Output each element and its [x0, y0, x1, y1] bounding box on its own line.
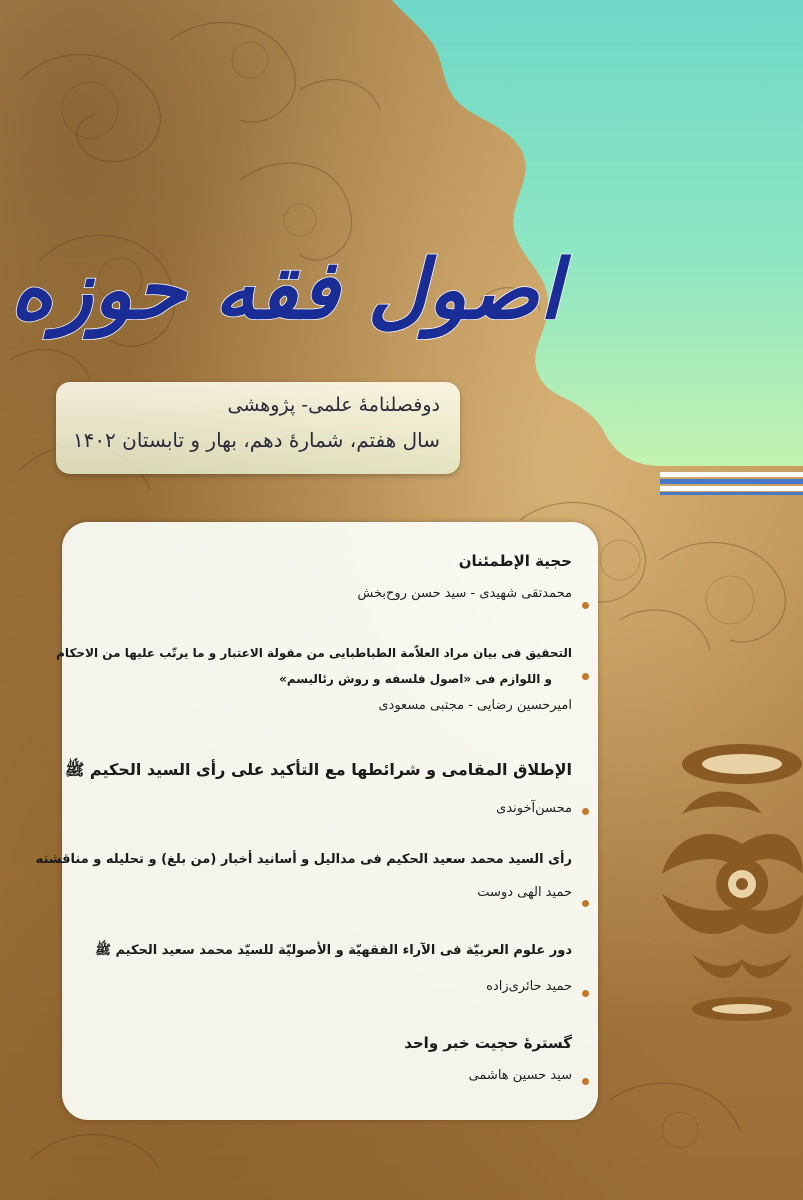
article-title: دور علوم العربیّة فی الآراء الفقهیّة و الأصولیّة للسیّد محمد سعید الحکیم ﷺ: [95, 943, 572, 958]
decorative-stripes: [660, 470, 803, 498]
issue-info: سال هفتم، شمارۀ دهم، بهار و تابستان ۱۴۰۲: [72, 428, 440, 452]
article-title: گسترۀ حجیت خبر واحد: [404, 1034, 572, 1052]
bullet-icon: [582, 673, 589, 680]
journal-title-art: [0, 0, 803, 400]
journal-title: اصول فقه حوزه: [10, 242, 562, 338]
article-title: الإطلاق المقامی و شرائطها مع التأکید علی رأی السید الحکیم ﷺ: [65, 760, 572, 779]
bullet-icon: [582, 900, 589, 907]
article-title-line2: و اللوازم فی «اصول فلسفه و روش رئالیسم»: [279, 672, 552, 686]
article-authors: حمید الهی دوست: [477, 885, 572, 900]
journal-type: دوفصلنامۀ علمی- پژوهشی: [227, 394, 440, 416]
stripe-white: [660, 472, 803, 477]
bullet-icon: [582, 1078, 589, 1085]
stripe-blue: [660, 492, 803, 495]
subtitle-box: [56, 382, 460, 474]
stripe-white: [660, 486, 803, 491]
toc-item[interactable]: [56, 646, 572, 713]
article-authors: سید حسین هاشمی: [468, 1068, 572, 1083]
article-authors: محمدتقی شهیدی - سید حسن روح‌بخش: [357, 586, 572, 601]
floral-ornament: [592, 724, 803, 1024]
article-title: التحقیق فی بیان مراد العلاّمة الطباطبایی من مقولة الاعتبار و ما یرتّب علیها من الاحکام: [56, 646, 572, 660]
article-title: حجیة الإطمئنان: [458, 552, 572, 570]
article-title: رأی السید محمد سعید الحکیم فی مدالیل و أسانید أخبار (من بلغ) و تحلیله و مناقشته: [35, 852, 572, 867]
toc-item[interactable]: [74, 1034, 572, 1083]
article-authors: حمید حائری‌زاده: [486, 979, 572, 994]
stripe-blue: [660, 479, 803, 484]
toc-item[interactable]: [35, 852, 572, 900]
toc-item[interactable]: [65, 760, 572, 816]
toc-item[interactable]: [74, 552, 572, 601]
bullet-icon: [582, 990, 589, 997]
table-of-contents: [35, 522, 598, 1120]
bullet-icon: [582, 602, 589, 609]
toc-item[interactable]: [74, 942, 572, 994]
bullet-icon: [582, 808, 589, 815]
article-authors: امیرحسین رضایی - مجتبی مسعودی: [378, 698, 572, 713]
article-authors: محسن‌آخوندی: [496, 801, 572, 816]
